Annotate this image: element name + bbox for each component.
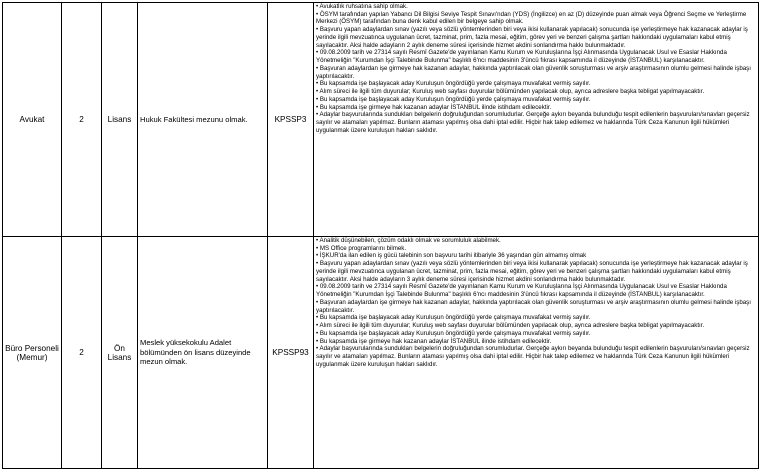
requirement-item: • Başvuru yapan adaylardan sınav (yazılı veya sözlü yöntemlerinden biri veya ikisi kullanarak yapılacak) sonucunda işe yerleştirmeye hak kazanacak adaylar iş yerinde ilgili mevzuatınca uygulanan ücret, tazminat, prim, fazla mesai, eğitim, görev yeri ve benzeri çalışma şartları hakkındaki uygulamaları kabul etmiş sayılacaktır. Aksi halde adayların 2 aylık deneme süresi içerisinde hizmet akdini sonlandırma hakkı bulunmaktadır.: [316, 26, 748, 49]
requirement-item: • Başvuran adaylardan işe girmeye hak kazanan adaylar, hakkında yaptırılacak olan güvenlik soruşturması ve arşiv araştırmasının olumlu gelmesi halinde işbaşı yaptırılacaktır.: [316, 298, 751, 314]
requirements-cell: [314, 237, 759, 469]
requirement-item: • Bu kapsamda işe girmeye hak kazanan adaylar İSTANBUL ilinde istihdam edilecektir.: [316, 103, 552, 111]
requirement-item: • Bu kapsamda işe başlayacak aday Kuruluşun öngördüğü yerde çalışmaya muvafakat vermiş sayılır.: [316, 80, 591, 88]
requirement-item: • Alım süreci ile ilgili tüm duyurular; Kuruluş web sayfası duyurular bölümünden yapılacak olup, ayrıca adreslere başka tebligat yapılmayacaktır.: [316, 322, 705, 330]
requirement-item: • Adaylar başvurularında sundukları belgelerin doğruluğundan sorumludurlar. Gerçeğe aykırı beyanda bulunduğu tespit edilenlerin başvuruları/sınavları geçersiz sayılır ve atamaları yapılmaz. Bunların ataması yapılmış olsa dahi iptal edilir. Hiçbir hak talep edilemez ve haklarında Türk Ceza Kanunun ilgili hükümleri uygulanmak üzere kuruluşun hakları saklıdır.: [316, 345, 750, 368]
requirement-item: • Başvuran adaylardan işe girmeye hak kazanan adaylar, hakkında yaptırılacak olan güvenlik soruşturması ve arşiv araştırmasının olumlu gelmesi halinde işbaşı yaptırılacaktır.: [316, 64, 751, 80]
count-cell: 2: [62, 3, 102, 237]
table-row: [3, 237, 759, 469]
requirement-item: • 09.08.2009 tarih ve 27314 sayılı Resmî Gazete'de yayınlanan Kamu Kurum ve Kuruluşlarına İşçi Alınmasında Uygulanacak Usul ve Esaslar Hakkında Yönetmeliğin "Kurumdan İşçi Talebinde Bulunma" başlıklı 6'ncı maddesinin 3'üncü fıkrası kapsamında il düzeyinde (İSTANBUL) karşılanacaktır.: [316, 49, 727, 65]
table-row: [3, 3, 759, 237]
requirement-item: • Alım süreci ile ilgili tüm duyurular; Kuruluş web sayfası duyurular bölümünden yapılacak olup, ayrıca adreslere başka tebligat yapılmayacaktır.: [316, 88, 705, 96]
department-cell: Hukuk Fakültesi mezunu olmak.: [138, 3, 268, 237]
requirement-item: • Bu kapsamda işe başlayacak aday Kuruluşun öngördüğü yerde çalışmaya muvafakat vermiş sayılır.: [316, 95, 591, 103]
requirements-cell: [314, 3, 759, 237]
requirement-item: • Avukatlık ruhsatına sahip olmak.: [316, 3, 408, 10]
department-cell: Meslek yüksekokulu Adalet bölümünden ön lisans düzeyinde mezun olmak.: [138, 237, 268, 469]
requirement-item: • Adaylar başvurularında sundukları belgelerin doğruluğundan sorumludurlar. Gerçeğe aykırı beyanda bulunduğu tespit edilenlerin başvuruları/sınavları geçersiz sayılır ve atamaları yapılmaz. Bunların ataması yapılmış olsa dahi iptal edilir. Hiçbir hak talep edilemez ve haklarında Türk Ceza Kanunun ilgili hükümleri uygulanmak üzere kuruluşun hakları saklıdır.: [316, 111, 750, 134]
requirement-item: • MS Office programlarını bilmek.: [316, 244, 407, 252]
requirement-item: • Bu kapsamda işe girmeye hak kazanan adaylar İSTANBUL ilinde istihdam edilecektir.: [316, 337, 552, 345]
education-cell: Lisans: [102, 3, 138, 237]
position-cell: Avukat: [3, 3, 62, 237]
position-cell: Büro Personeli (Memur): [3, 237, 62, 469]
requirement-item: • 09.08.2009 tarih ve 27314 sayılı Resmî Gazete'de yayınlanan Kamu Kurum ve Kuruluşlarına İşçi Alınmasında Uygulanacak Usul ve Esaslar Hakkında Yönetmeliğin "Kurumdan İşçi Talebinde Bulunma" başlıklı 6'ncı maddesinin 3'üncü fıkrası kapsamında il düzeyinde (İSTANBUL) karşılanacaktır.: [316, 283, 727, 299]
score-type-cell: KPSSP93: [268, 237, 314, 469]
requirement-item: • Analitik düşünebilen, çözüm odaklı olmak ve sorumluluk alabilmek.: [316, 237, 501, 244]
score-type-cell: KPSSP3: [268, 3, 314, 237]
job-postings-table: [2, 2, 759, 469]
requirement-item: • İŞKUR'da ilan edilen iş gücü talebinin son başvuru tarihi itibariyle 36 yaşından gün almamış olmak: [316, 252, 587, 260]
requirement-item: • ÖSYM tarafından yapılan Yabancı Dil Bilgisi Seviye Tespit Sınavı'ndan (YDS) (İngilizce) en az (D) düzeyinde puan almak veya Öğrenci Seçme ve Yerleştirme Merkezi (ÖSYM) tarafından buna denk kabul edilen bir belgeye sahip olmak.: [316, 10, 747, 26]
requirement-item: • Bu kapsamda işe başlayacak aday Kuruluşun öngördüğü yerde çalışmaya muvafakat vermiş sayılır.: [316, 329, 591, 337]
count-cell: 2: [62, 237, 102, 469]
requirement-item: • Bu kapsamda işe başlayacak aday Kuruluşun öngördüğü yerde çalışmaya muvafakat vermiş sayılır.: [316, 314, 591, 322]
education-cell: Ön Lisans: [102, 237, 138, 469]
requirement-item: • Başvuru yapan adaylardan sınav (yazılı veya sözlü yöntemlerinden biri veya ikisi kullanarak yapılacak) sonucunda işe yerleştirmeye hak kazanacak adaylar iş yerinde ilgili mevzuatınca uygulanan ücret, tazminat, prim, fazla mesai, eğitim, görev yeri ve benzeri çalışma şartları hakkındaki uygulamaları kabul etmiş sayılacaktır. Aksi halde adayların 3 aylık deneme süresi içerisinde hizmet akdini sonlandırma hakkı bulunmaktadır.: [316, 260, 748, 283]
